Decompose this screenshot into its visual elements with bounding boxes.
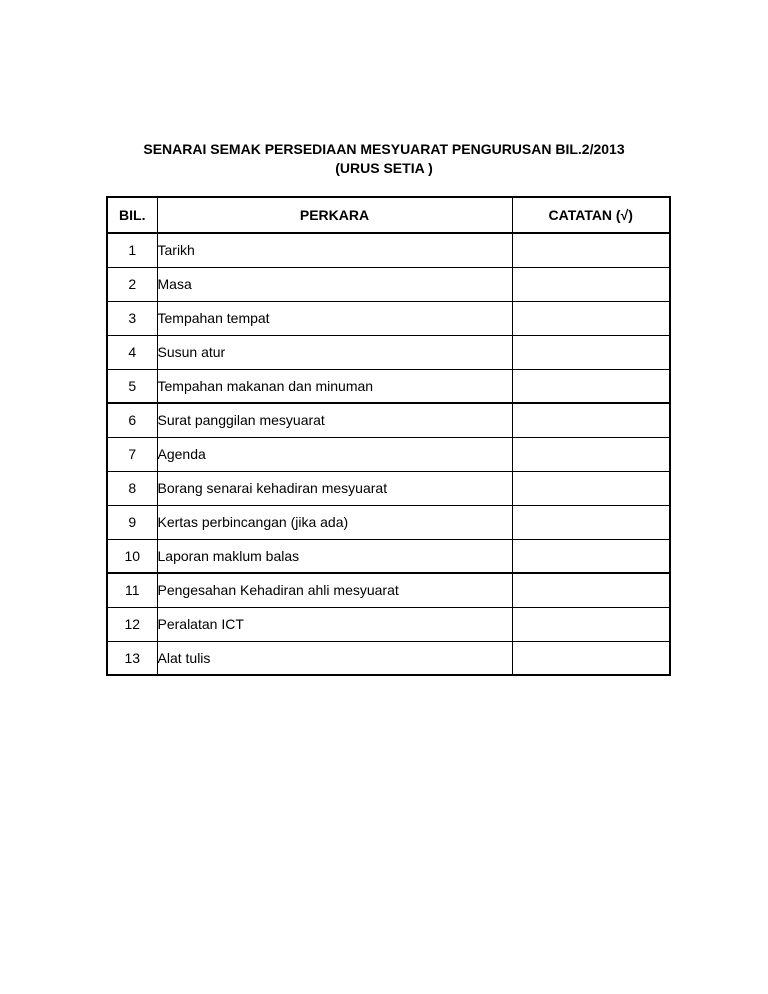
row-catatan-cell[interactable]	[512, 607, 670, 641]
row-catatan-cell[interactable]	[512, 471, 670, 505]
header-perkara: PERKARA	[157, 197, 512, 233]
row-bil: 4	[107, 335, 157, 369]
row-perkara: Tempahan tempat	[157, 301, 512, 335]
table-header-row	[107, 197, 670, 233]
row-bil: 7	[107, 437, 157, 471]
table-row	[107, 301, 670, 335]
row-catatan-cell[interactable]	[512, 369, 670, 403]
row-catatan-cell[interactable]	[512, 641, 670, 675]
row-catatan-cell[interactable]	[512, 233, 670, 267]
table-row	[107, 335, 670, 369]
row-catatan-cell[interactable]	[512, 437, 670, 471]
row-catatan-cell[interactable]	[512, 267, 670, 301]
table-row	[107, 505, 670, 539]
row-perkara: Agenda	[157, 437, 512, 471]
row-bil: 11	[107, 573, 157, 607]
table-row	[107, 267, 670, 301]
row-perkara: Pengesahan Kehadiran ahli mesyuarat	[157, 573, 512, 607]
row-bil: 10	[107, 539, 157, 573]
row-catatan-cell[interactable]	[512, 403, 670, 437]
table-row	[107, 641, 670, 675]
row-bil: 13	[107, 641, 157, 675]
table-row	[107, 403, 670, 437]
row-perkara: Surat panggilan mesyuarat	[157, 403, 512, 437]
row-perkara: Laporan maklum balas	[157, 539, 512, 573]
row-bil: 12	[107, 607, 157, 641]
table-row	[107, 471, 670, 505]
row-catatan-cell[interactable]	[512, 505, 670, 539]
row-catatan-cell[interactable]	[512, 335, 670, 369]
row-catatan-cell[interactable]	[512, 301, 670, 335]
row-perkara: Borang senarai kehadiran mesyuarat	[157, 471, 512, 505]
header-bil: BIL.	[107, 197, 157, 233]
document-subtitle: (URUS SETIA )	[335, 160, 433, 176]
row-bil: 1	[107, 233, 157, 267]
row-bil: 8	[107, 471, 157, 505]
row-catatan-cell[interactable]	[512, 539, 670, 573]
row-perkara: Tarikh	[157, 233, 512, 267]
row-perkara: Masa	[157, 267, 512, 301]
row-perkara: Alat tulis	[157, 641, 512, 675]
row-bil: 6	[107, 403, 157, 437]
row-perkara: Susun atur	[157, 335, 512, 369]
row-perkara: Tempahan makanan dan minuman	[157, 369, 512, 403]
table-row	[107, 573, 670, 607]
header-catatan: CATATAN (√)	[512, 197, 670, 233]
table-row	[107, 437, 670, 471]
row-perkara: Kertas perbincangan (jika ada)	[157, 505, 512, 539]
table-row	[107, 539, 670, 573]
row-catatan-cell[interactable]	[512, 573, 670, 607]
table-row	[107, 233, 670, 267]
checklist-table	[106, 196, 671, 676]
row-bil: 5	[107, 369, 157, 403]
table-row	[107, 607, 670, 641]
row-bil: 2	[107, 267, 157, 301]
table-row	[107, 369, 670, 403]
row-bil: 3	[107, 301, 157, 335]
row-perkara: Peralatan ICT	[157, 607, 512, 641]
document-title: SENARAI SEMAK PERSEDIAAN MESYUARAT PENGURUSAN BIL.2/2013	[143, 141, 625, 157]
row-bil: 9	[107, 505, 157, 539]
